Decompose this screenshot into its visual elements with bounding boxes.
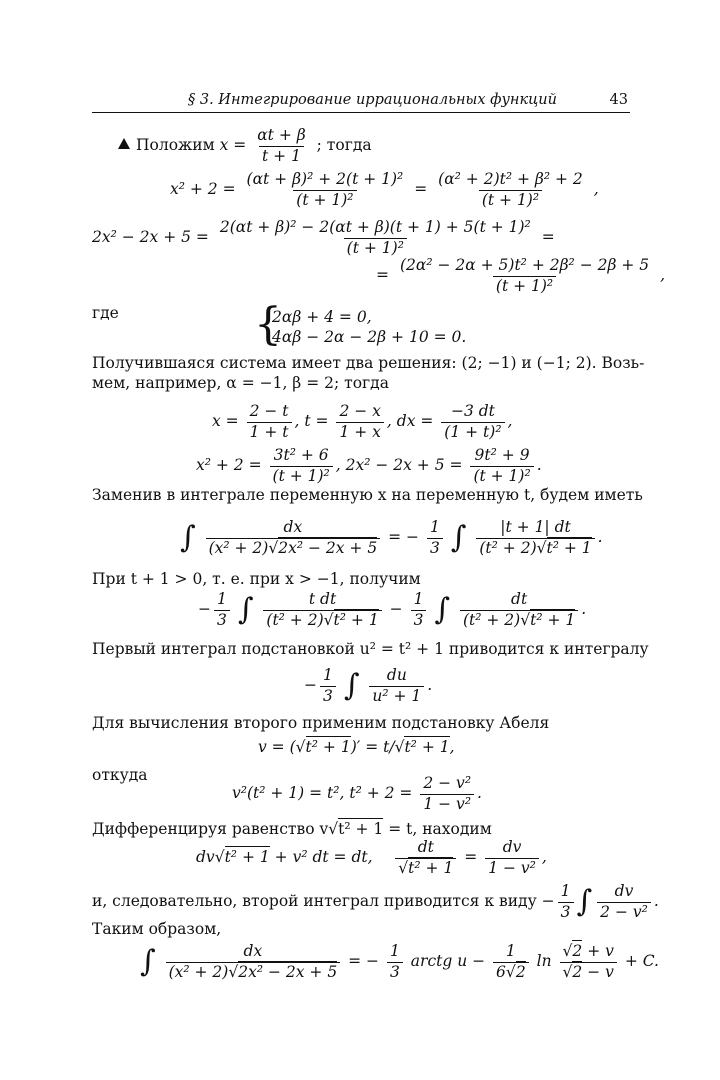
running-header [92, 92, 630, 113]
fraction: $\frac{1}{3}$ [387, 944, 403, 980]
equation-abel-substitution: v = (√t² + 1)′ = t/√t² + 1, [258, 738, 455, 756]
fraction: $\frac{|t + 1| dt}{\text{(t² + 2)√t² + 1}}$ [476, 520, 594, 556]
fraction: $\frac{dv}{\text{2 − v²}}$ [597, 884, 651, 920]
fraction: $\frac{\text{3t² + 6}}{\text{(t + 1)²}}$ [270, 448, 333, 484]
fraction: $\frac{1}{3}$ [411, 592, 427, 628]
equation-final-result: ∫ $\frac{dx}{\text{(x² + 2)√2x² − 2x + 5}}$ = − $\frac{1}{3}$ arctg u − $\frac{1}{6√2}$ ln $\frac{√2 + v}{√2 - v}$ + C. [140, 942, 659, 981]
fraction: $\frac{1}{3}$ [214, 592, 230, 628]
fraction: $\frac{-3 dt}{\text{(1 + t)²}}$ [441, 404, 504, 440]
equation-quadratic-lhs: 2x² − 2x + 5 = $\frac{\text{2(αt + β)² − 2(αt + β)(t + 1) + 5(t + 1)²}}{\text{(t + 1)²}}$ = [92, 218, 555, 257]
fraction: $\frac{\text{2(αt + β)² − 2(αt + β)(t + 1) + 5(t + 1)²}}{\text{(t + 1)²}}$ [219, 218, 531, 257]
fraction: $\frac{2 - t}{1 + t}$ [247, 404, 292, 440]
integral-sign: ∫ [576, 884, 593, 919]
integral-sign: ∫ [434, 592, 451, 627]
equation-v-squared: v²(t² + 1) = t², t² + 2 = $\frac{\text{2 − v²}}{\text{1 − v²}}$ . [232, 774, 482, 813]
paragraph-line: Получившаяся система имеет два решения: (2; −1) и (−1; 2). Возь- [92, 354, 645, 372]
equation-quadratic-rhs: = $\frac{\text{(2α² − 2α + 5)t² + 2β² − 2β + 5}}{\text{(t + 1)²}}$ , [376, 256, 666, 295]
triangle-marker-icon [118, 138, 130, 149]
fraction: $\frac{\text{(α² + 2)t² + β² + 2}}{\text{(t + 1)²}}$ [438, 170, 583, 209]
word-where: где [92, 304, 119, 322]
word-whence: откуда [92, 766, 148, 784]
fraction: $\frac{√2 + v}{√2 - v}$ [560, 944, 617, 980]
section-title: § 3. Интегрирование иррациональных функций [188, 92, 557, 108]
integral-sign: ∫ [343, 668, 360, 703]
fraction: $\frac{du}{\text{u² + 1}}$ [369, 668, 424, 704]
fraction: $\frac{dt}{\text{(t² + 2)√t² + 1}}$ [460, 592, 578, 628]
equation-integral-du: − $\frac{1}{3}$ ∫ $\frac{du}{\text{u² + 1}}$ . [304, 666, 433, 705]
fraction: $\frac{\text{(αt + β)² + 2(t + 1)²}}{\text{(t + 1)²}}$ [246, 170, 404, 209]
system-equation-2: 4αβ − 2α − 2β + 10 = 0. [272, 328, 467, 346]
fraction: $\frac{dx}{\text{(x² + 2)√2x² − 2x + 5}}$ [166, 944, 341, 980]
equation-differential: dv√t² + 1 + v² dt = dt, $\frac{dt}{\text{√t² + 1}}$ = $\frac{dv}{\text{1 − v²}}$ , [196, 838, 547, 877]
integral-sign: ∫ [140, 944, 156, 979]
paragraph-line: Таким образом, [92, 920, 222, 938]
paragraph-line: мем, например, α = −1, β = 2; тогда [92, 374, 389, 392]
fraction: $\frac{dx}{\text{(x² + 2)√2x² − 2x + 5}}$ [206, 520, 381, 556]
paragraph-line: и, следовательно, второй интеграл приводится к виду − $\frac{1}{3}$ ∫ $\frac{dv}{\text{2 − v²}}$ . [92, 882, 659, 921]
paragraph-line: При t + 1 > 0, т. е. при x > −1, получим [92, 570, 421, 588]
equation-x2-plus-2: x² + 2 = $\frac{\text{(αt + β)² + 2(t + 1)²}}{\text{(t + 1)²}}$ = $\frac{\text{(α² + 2)t² + β² + 2}}{\text{(t + 1)²}}$ , [170, 170, 599, 209]
equation-integral-substituted: ∫ $\frac{dx}{\text{(x² + 2)√2x² − 2x + 5}}$ = − $\frac{1}{3}$ ∫ $\frac{|t + 1| dt}{\text{(t² + 2)√t² + 1}}$ . [180, 518, 603, 557]
paragraph-line: Первый интеграл подстановкой u² = t² + 1 приводится к интегралу [92, 640, 649, 658]
fraction: $\frac{\alpha t + \beta}{t + 1}$ [257, 126, 306, 165]
fraction: $\frac{dv}{\text{1 − v²}}$ [485, 840, 539, 876]
fraction: $\frac{1}{3}$ [320, 668, 336, 704]
fraction: $\frac{\text{9t² + 9}}{\text{(t + 1)²}}$ [470, 448, 533, 484]
integral-sign: ∫ [180, 520, 196, 555]
system-brace: { [254, 299, 282, 350]
fraction: $\frac{\text{2 − v²}}{\text{1 − v²}}$ [420, 776, 474, 812]
fraction: $\frac{1}{6√2}$ [493, 944, 529, 980]
equation-squares: x² + 2 = $\frac{\text{3t² + 6}}{\text{(t + 1)²}}$ , 2x² − 2x + 5 = $\frac{\text{9t² + 9}}{\text{(t + 1)²}}$ . [196, 446, 542, 485]
integral-sign: ∫ [237, 592, 254, 627]
system-equation-1: 2αβ + 4 = 0, [272, 308, 372, 326]
line-substitution: Положим x = $\frac{\alpha t + \beta}{t + 1}$ ; тогда [118, 128, 372, 164]
equation-two-integrals: − $\frac{1}{3}$ ∫ $\frac{\text{t dt}}{\text{(t² + 2)√t² + 1}}$ − $\frac{1}{3}$ ∫ $\frac{dt}{\text{(t² + 2)√t² + 1}}$ . [198, 590, 587, 629]
equation-substitution: x = $\frac{2 - t}{1 + t}$ , t = $\frac{2 - x}{1 + x}$ , dx = $\frac{-3 dt}{\text{(1 + t)²}}$ , [212, 402, 513, 441]
fraction: $\frac{dt}{\text{√t² + 1}}$ [395, 840, 456, 876]
paragraph-line: Для вычисления второго применим подстановку Абеля [92, 714, 550, 732]
fraction: $\frac{\text{(2α² − 2α + 5)t² + 2β² − 2β + 5}}{\text{(t + 1)²}}$ [399, 256, 650, 295]
fraction: $\frac{2 - x}{1 + x}$ [336, 404, 383, 440]
page-number: 43 [609, 92, 628, 108]
fraction: $\frac{1}{3}$ [558, 884, 574, 920]
fraction: $\frac{1}{3}$ [427, 520, 443, 556]
integral-sign: ∫ [450, 520, 467, 555]
paragraph-line: Заменив в интеграле переменную x на переменную t, будем иметь [92, 486, 643, 504]
fraction: $\frac{\text{t dt}}{\text{(t² + 2)√t² + 1}}$ [263, 592, 381, 628]
paragraph-line: Дифференцируя равенство v√t² + 1 = t, находим [92, 820, 492, 838]
